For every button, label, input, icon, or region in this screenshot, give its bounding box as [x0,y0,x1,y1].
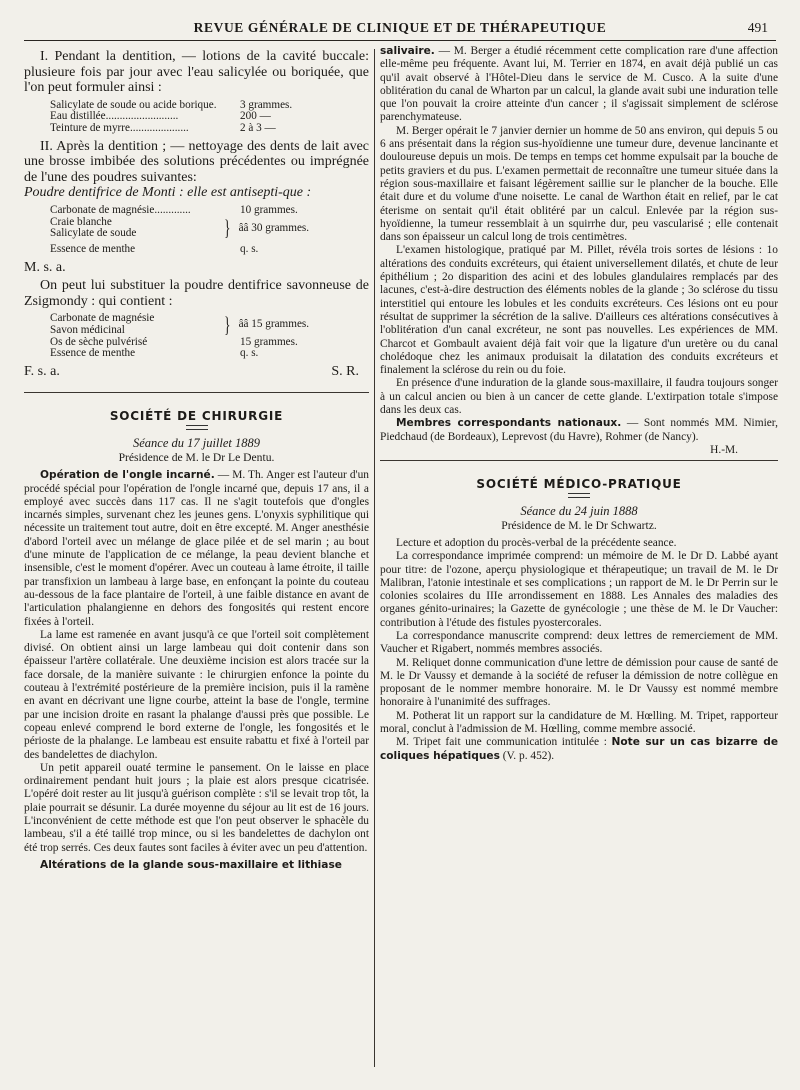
formula-row: Essence de menthe q. s. [50,347,259,360]
alterations-heading: Altérations de la glande sous-maxillaire et lithiase [40,858,342,871]
formula-row: Salicylate de soude ou acide borique. 3 grammes. [50,98,293,111]
correspondance-manuscrite-paragraph: La correspondance manuscrite comprend: deux lettres de remerciement de MM. Vaucher et Rigabert, nommés membres associés. [380,629,778,656]
formula-row: Essence de menthe q. s. [50,243,259,256]
formula-salicyle [50,100,369,135]
running-head [24,14,776,41]
proces-verbal-paragraph: Lecture et adoption du procès-verbal de la précédente seance. [396,536,677,549]
seance-date: Séance du 24 juin 1888 [520,503,638,518]
signature-fsa: F. s. a. S. R. [24,364,359,380]
ongle-paragraph-2: La lame est ramenée en avant jusqu'à ce que l'orteil soit complètement divisé. On obtient ainsi un large lambeau qui doit contenir dans son épaisseur l'artère collatérale. Une deuxième incision est alors tracée sur la face dorsale, de la manière suivante : le chirurgien enfonce la pointe du couteau à l'extrémité postérieure de la première incision, puis il la ramène en avant en décrivant une ligne courbe, atteint la base de l'ongle, termine par une incision droite en rasant la phalange d'aussi près que possible. Le copeau enlevé comprend le bord externe de l'ongle, les fongosités et le périoste de la phalange. Le lambeau est ensuite rabattu et fixé à l'orteil par des bandelettes de diachylon. [24,628,369,761]
two-column-body [24,45,776,1090]
section-ornament [568,493,590,498]
salivaire-paragraph: salivaire. — M. Berger a étudié récemment cette complication rare d'une affection elle-même peu fréquente. Avant lui, M. Terrier en 1874, en avait déjà publié un cas qu'il avait observé à l'Hôtel-Dieu dans le service de M. Cusco. A la suite d'une oblitération du canal de Wharton par un calcul, la glande avait subi une induration telle que l'on pouvait la croire atteinte d'un cancer ; il s'agissait simplement de sclérose parenchymateuse. [380,45,778,124]
signature-msa: M. s. a. [24,260,66,276]
seance-date: Séance du 17 juillet 1889 [132,436,261,451]
tripet-paragraph: M. Tripet fait une communication intitulée : Note sur un cas bizarre de coliques hépatiques (V. p. 452). [380,736,778,762]
section-title-chirurgie: SOCIÉTÉ DE CHIRURGIE [109,409,284,424]
induration-paragraph: En présence d'une induration de la glande sous-maxillaire, il faudra toujours songer à un calcul ancien ou bien à un cancer de cette glande. L'extirpation totale s'impose dans les deux cas. [380,377,778,417]
section-divider [380,460,778,461]
formula-group: Craie blanche Salicylate de soude } ââ 30 grammes. [50,215,310,241]
formula-monti [50,205,369,256]
reliquet-paragraph: M. Reliquet donne communication d'une lettre de démission pour cause de santé de M. le Dr Vaussy et demande à la société de refuser la démission de notre collègue en proposant de le nommer membre honoraire. M. le Dr Vaussy est nommé membre honoraire à l'unanimité des suffrages. [380,656,778,709]
poudre-zsigmondy-paragraph: On peut lui substituer la poudre dentifrice savonneuse de Zsigmondy : qui contient : [24,278,369,309]
initials-signature: H.-M. [710,443,738,456]
poudre-monti-heading: Poudre dentifrice de Monti : elle est antisepti-que : [24,185,312,201]
formula-group: Carbonate de magnésie Savon médicinal } ââ 15 grammes. [50,311,310,337]
presidence-line: Présidence de M. le Dr Le Dentu. [118,451,275,465]
dentition-paragraph-1: I. Pendant la dentition, — lotions de la cavité buccale: plusieure fois par jour avec l'eau salicylée ou boriquée, que l'on peut formuler ainsi : [24,49,369,95]
brace-glyph: } [224,215,231,241]
run-in-heading: Membres correspondants nationaux. [396,417,622,430]
potherat-paragraph: M. Potherat lit un rapport sur la candidature de M. Hœlling. M. Tripet, rapporteur moral, conclut à l'admission de M. Hœlling, comme membre associé. [380,709,778,736]
run-in-heading: salivaire. [380,45,435,57]
formula-zsigmondy [50,313,369,360]
section-divider [24,392,369,393]
formula-row: Teinture de myrre..................... 2 à 3 — [50,122,276,135]
running-title: REVUE GÉNÉRALE DE CLINIQUE ET DE THÉRAPEUTIQUE [193,20,607,35]
brace-glyph: } [224,311,231,337]
ongle-paragraph-3: Un petit appareil ouaté termine le pansement. On le laisse en place ordinairement pendant huit jours ; la plaie est alors presque cicatrisée. L'opéré doit rester au lit jusqu'à guérison complète : s'il se levait trop tôt, la plaie pourrait se désunir. La durée moyenne du séjour au lit est de 16 jours. L'inconvénient de cette méthode est que l'on peut observer le sphacèle du lambeau, s'il a été taillé trop mince, ou si les bandelettes de dachylon ont été trop serrés. Ces deux fautes sont faciles à éviter avec un peu d'attention. [24,761,369,854]
dentition-paragraph-2: II. Après la dentition ; — nettoyage des dents de lait avec une brosse imbibée des solutions précédentes ou imprégnée de l'une des poudres suivantes: [24,138,369,185]
section-title-medico-pratique: SOCIÉTÉ MÉDICO-PRATIQUE [476,476,682,491]
presidence-line: Présidence de M. le Dr Schwartz. [501,518,657,532]
formula-row: Os de sèche pulvérisé 15 grammes. [50,335,298,348]
section-ornament [186,425,208,430]
membres-paragraph: Membres correspondants nationaux. — Sont nommés MM. Nimier, Piedchaud (de Bordeaux), Leprevost (du Havre), Rohmer (de Nancy). H.-M. [380,417,778,456]
formula-row: Carbonate de magnésie............. 10 grammes. [50,203,298,216]
right-column [380,45,778,763]
run-in-heading: Opération de l'ongle incarné. [40,469,215,482]
page-number: 491 [747,20,768,35]
histologie-paragraph: L'examen histologique, pratiqué par M. Pillet, révéla trois sortes de lésions : 1o altérations des conduits excréteurs, qui étaient universellement dilatés, et chute de leur épithélium ; 2o disparition des acini et des lobules glandulaires remplacés par des lacunes, c'est-à-dire destruction des éléments nobles de la glande ; 3o sclérose du tissu interstitiel qui entoure les lobules et les conduits excréteurs. Ces lésions ont eu pour résultat de supprimer la sécrétion de la salive. D'ailleurs ces altérations consécutives à l'oblitération d'un canal excréteur, ne sont pas nouvelles. Les expériences de MM. Charcot et Gombault avaient déjà fait voir que la ligature d'un uretère ou du canal cholédoque chez les animaux produisait la dilatation des conduits excréteurs et finalement la sclérose du rein ou du foie. [380,244,778,377]
left-column [24,45,369,872]
correspondance-imprimee-paragraph: La correspondance imprimée comprend: un mémoire de M. le Dr D. Labbé ayant pour titre: de l'ozone, aperçu physiologique et thérapeutique; un travail de M. le Dr Malibran, l'atonie intestinale et ses complications ; un rapport de M. le Dr Perrin sur le colonies scolaires du IIIe arrondissement en 1888. Les Annales des maladies des organes génito-urinaires; la Gazette de gynécologie ; une thèse de M. le Dr Vaucher: contribution à l'étude des fistules pyostercorales. [380,550,778,629]
ongle-incarne-paragraph: Opération de l'ongle incarné. — M. Th. Anger est l'auteur d'un procédé spécial pour l'opération de l'ongle incarné que, depuis 17 ans, il a employé avec succès dans 117 cas. Il ne s'agit toutefois que d'ongles incarnés simples, survenant chez les jeunes gens. L'onyxis syphilitique qui nécessite un traitement tout autre, doit en être excepté. M. Anger anesthésie d'abord l'orteil avec un mélange de glace pilée et de sel marin ; au bout d'une minute de l'application de ce mélange, la peau devient blanche et insensible, c'est le moment d'opérer. Avec un couteau à lame étroite, il taille par transfixion un lambeau à large base, en enfonçant la pointe du couteau au-dessous de la face plantaire de l'orteil, à une faible distance en avant de l'articulation phalangienne en dehors des fongosités qui restent encore fixées à l'orteil. [24,469,369,628]
berger-paragraph: M. Berger opérait le 7 janvier dernier un homme de 50 ans environ, qui depuis 5 ou 6 ans présentait dans la région sus-hyoïdienne une tumeur dure, devenue lancinante et douloureuse depuis un mois. De temps en temps cet homme expulsait par la bouche de petits graviers et du pus. L'examen permettait de reconnaître une tumeur située dans la région sous-maxillaire et faisant légèrement saillie sur le plancher de la bouche. Elle était dure et du volume d'une noisette. Le canal de Warthon était en relief, par le cat éterisme on sentait qu'il était oblitéré par un calcul. Enlevée par la région sus-hyoïdienne, la tumeur ressemblait à un squirrhe dur, peu vascularisé ; elle contenait dans son épaisseur un calcul long de trois centimètres. [380,124,778,244]
formula-row: Eau distillée.......................... 200 — [50,110,271,123]
column-rule [374,49,375,1067]
